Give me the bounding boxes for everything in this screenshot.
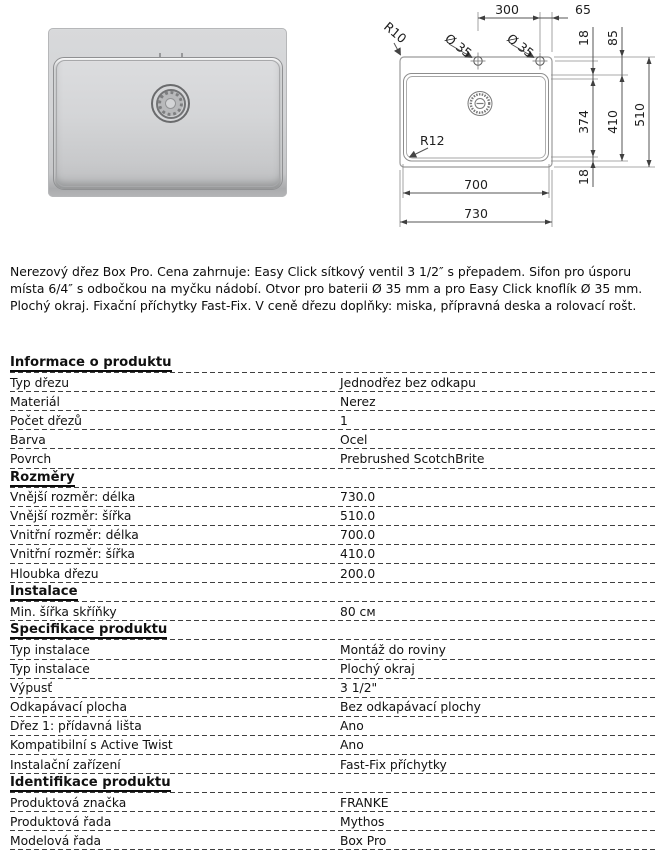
spec-row (10, 526, 658, 545)
spec-label: Vnitřní rozměr: délka (10, 528, 139, 543)
spec-row (10, 640, 658, 659)
section-header-row (10, 774, 658, 793)
section-title: Rozměry (10, 469, 75, 485)
spec-row (10, 812, 658, 831)
spec-label: Vnější rozměr: šířka (10, 509, 132, 524)
dim-bowl-flat: 374 (576, 110, 591, 134)
spec-label: Vnější rozměr: délka (10, 490, 136, 505)
spec-row (10, 488, 658, 507)
spec-label: Min. šířka skříňky (10, 604, 117, 619)
spec-row (10, 449, 658, 468)
spec-value: Box Pro (340, 833, 387, 848)
spec-table (10, 354, 658, 850)
spec-label: Počet dřezů (10, 413, 82, 428)
spec-value: Mythos (340, 814, 385, 829)
spec-label: Kompatibilní s Active Twist (10, 738, 173, 753)
section-header-row (10, 469, 658, 488)
spec-value: 200.0 (340, 566, 376, 581)
spec-label: Produktová značka (10, 795, 127, 810)
dim-rim-top: 18 (576, 30, 591, 46)
spec-value: 3 1/2" (340, 681, 378, 696)
spec-row (10, 545, 658, 564)
spec-label: Odkapávací plocha (10, 700, 128, 715)
spec-value: Prebrushed ScotchBrite (340, 452, 485, 467)
spec-row (10, 564, 658, 583)
section-header-row (10, 621, 658, 640)
spec-value: Plochý okraj (340, 662, 415, 677)
spec-label: Produktová řada (10, 814, 112, 829)
spec-row (10, 430, 658, 449)
dim-radius-inner: R12 (420, 133, 445, 148)
spec-label: Výpusť (10, 681, 53, 696)
spec-label: Modelová řada (10, 833, 102, 848)
spec-value: Ocel (340, 432, 368, 447)
spec-row (10, 698, 658, 717)
spec-row (10, 660, 658, 679)
spec-row (10, 392, 658, 411)
dim-bowl-height: 410 (605, 110, 620, 134)
section-title: Informace o produktu (10, 355, 172, 371)
spec-value: Bez odkapávací plochy (340, 700, 481, 715)
spec-row (10, 679, 658, 698)
technical-drawing (0, 0, 668, 245)
spec-value: 510.0 (340, 509, 376, 524)
dim-top-margin: 85 (605, 30, 620, 46)
spec-value: 1 (340, 413, 348, 428)
dim-total-width: 730 (464, 206, 488, 221)
spec-label: Typ instalace (10, 662, 90, 677)
spec-label: Dřez 1: přídavná lišta (10, 719, 142, 734)
spec-row (10, 602, 658, 621)
spec-value: 700.0 (340, 528, 376, 543)
dim-total-height: 510 (632, 103, 647, 127)
spec-value: FRANKE (340, 795, 389, 810)
spec-row (10, 755, 658, 774)
spec-row (10, 736, 658, 755)
spec-row (10, 717, 658, 736)
spec-value: Ano (340, 719, 364, 734)
dim-holes-spacing: 300 (495, 2, 519, 17)
dim-radius-outer: R10 (381, 18, 410, 47)
spec-label: Materiál (10, 394, 60, 409)
dim-bowl-width: 700 (464, 177, 488, 192)
spec-label: Vnitřní rozměr: šířka (10, 547, 135, 562)
section-header-row (10, 583, 658, 602)
section-title: Specifikace produktu (10, 622, 168, 638)
spec-row (10, 411, 658, 430)
spec-label: Typ instalace (10, 642, 90, 657)
section-title: Identifikace produktu (10, 775, 171, 791)
spec-label: Instalační zařízení (10, 757, 121, 772)
spec-row (10, 507, 658, 526)
product-description: Nerezový dřez Box Pro. Cena zahrnuje: Easy Click sítkový ventil 3 1/2″ s přepadem. Sifon pro úsporu místa 6/4″ s odbočkou na myčku nádobí. Otvor pro baterii Ø 35 mm a pro Easy Click knoflík Ø 35 mm. Plochý okraj. Fixační příchytky Fast-Fix. V ceně dřezu doplňky: miska, přípravná deska a rolovací rošt. (10, 264, 643, 314)
dim-rim-bottom: 18 (576, 169, 591, 185)
spec-label: Hloubka dřezu (10, 566, 99, 581)
spec-label: Typ dřezu (10, 375, 69, 390)
spec-row (10, 831, 658, 850)
spec-value: Jednodřez bez odkapu (340, 375, 476, 390)
spec-value: Montáž do roviny (340, 642, 446, 657)
spec-value: 410.0 (340, 547, 376, 562)
spec-value: Nerez (340, 394, 376, 409)
spec-label: Barva (10, 432, 46, 447)
spec-value: Fast-Fix příchytky (340, 757, 447, 772)
spec-value: Ano (340, 738, 364, 753)
spec-row (10, 793, 658, 812)
section-title: Instalace (10, 584, 78, 600)
dim-hole-edge-offset: 65 (575, 2, 591, 17)
spec-label: Povrch (10, 452, 52, 467)
spec-value: 80 см (340, 604, 376, 619)
spec-row (10, 373, 658, 392)
spec-value: 730.0 (340, 490, 376, 505)
section-header-row (10, 354, 658, 373)
dim-hole1: Ø 35 (442, 30, 475, 61)
dim-hole2: Ø 35 (504, 30, 537, 61)
